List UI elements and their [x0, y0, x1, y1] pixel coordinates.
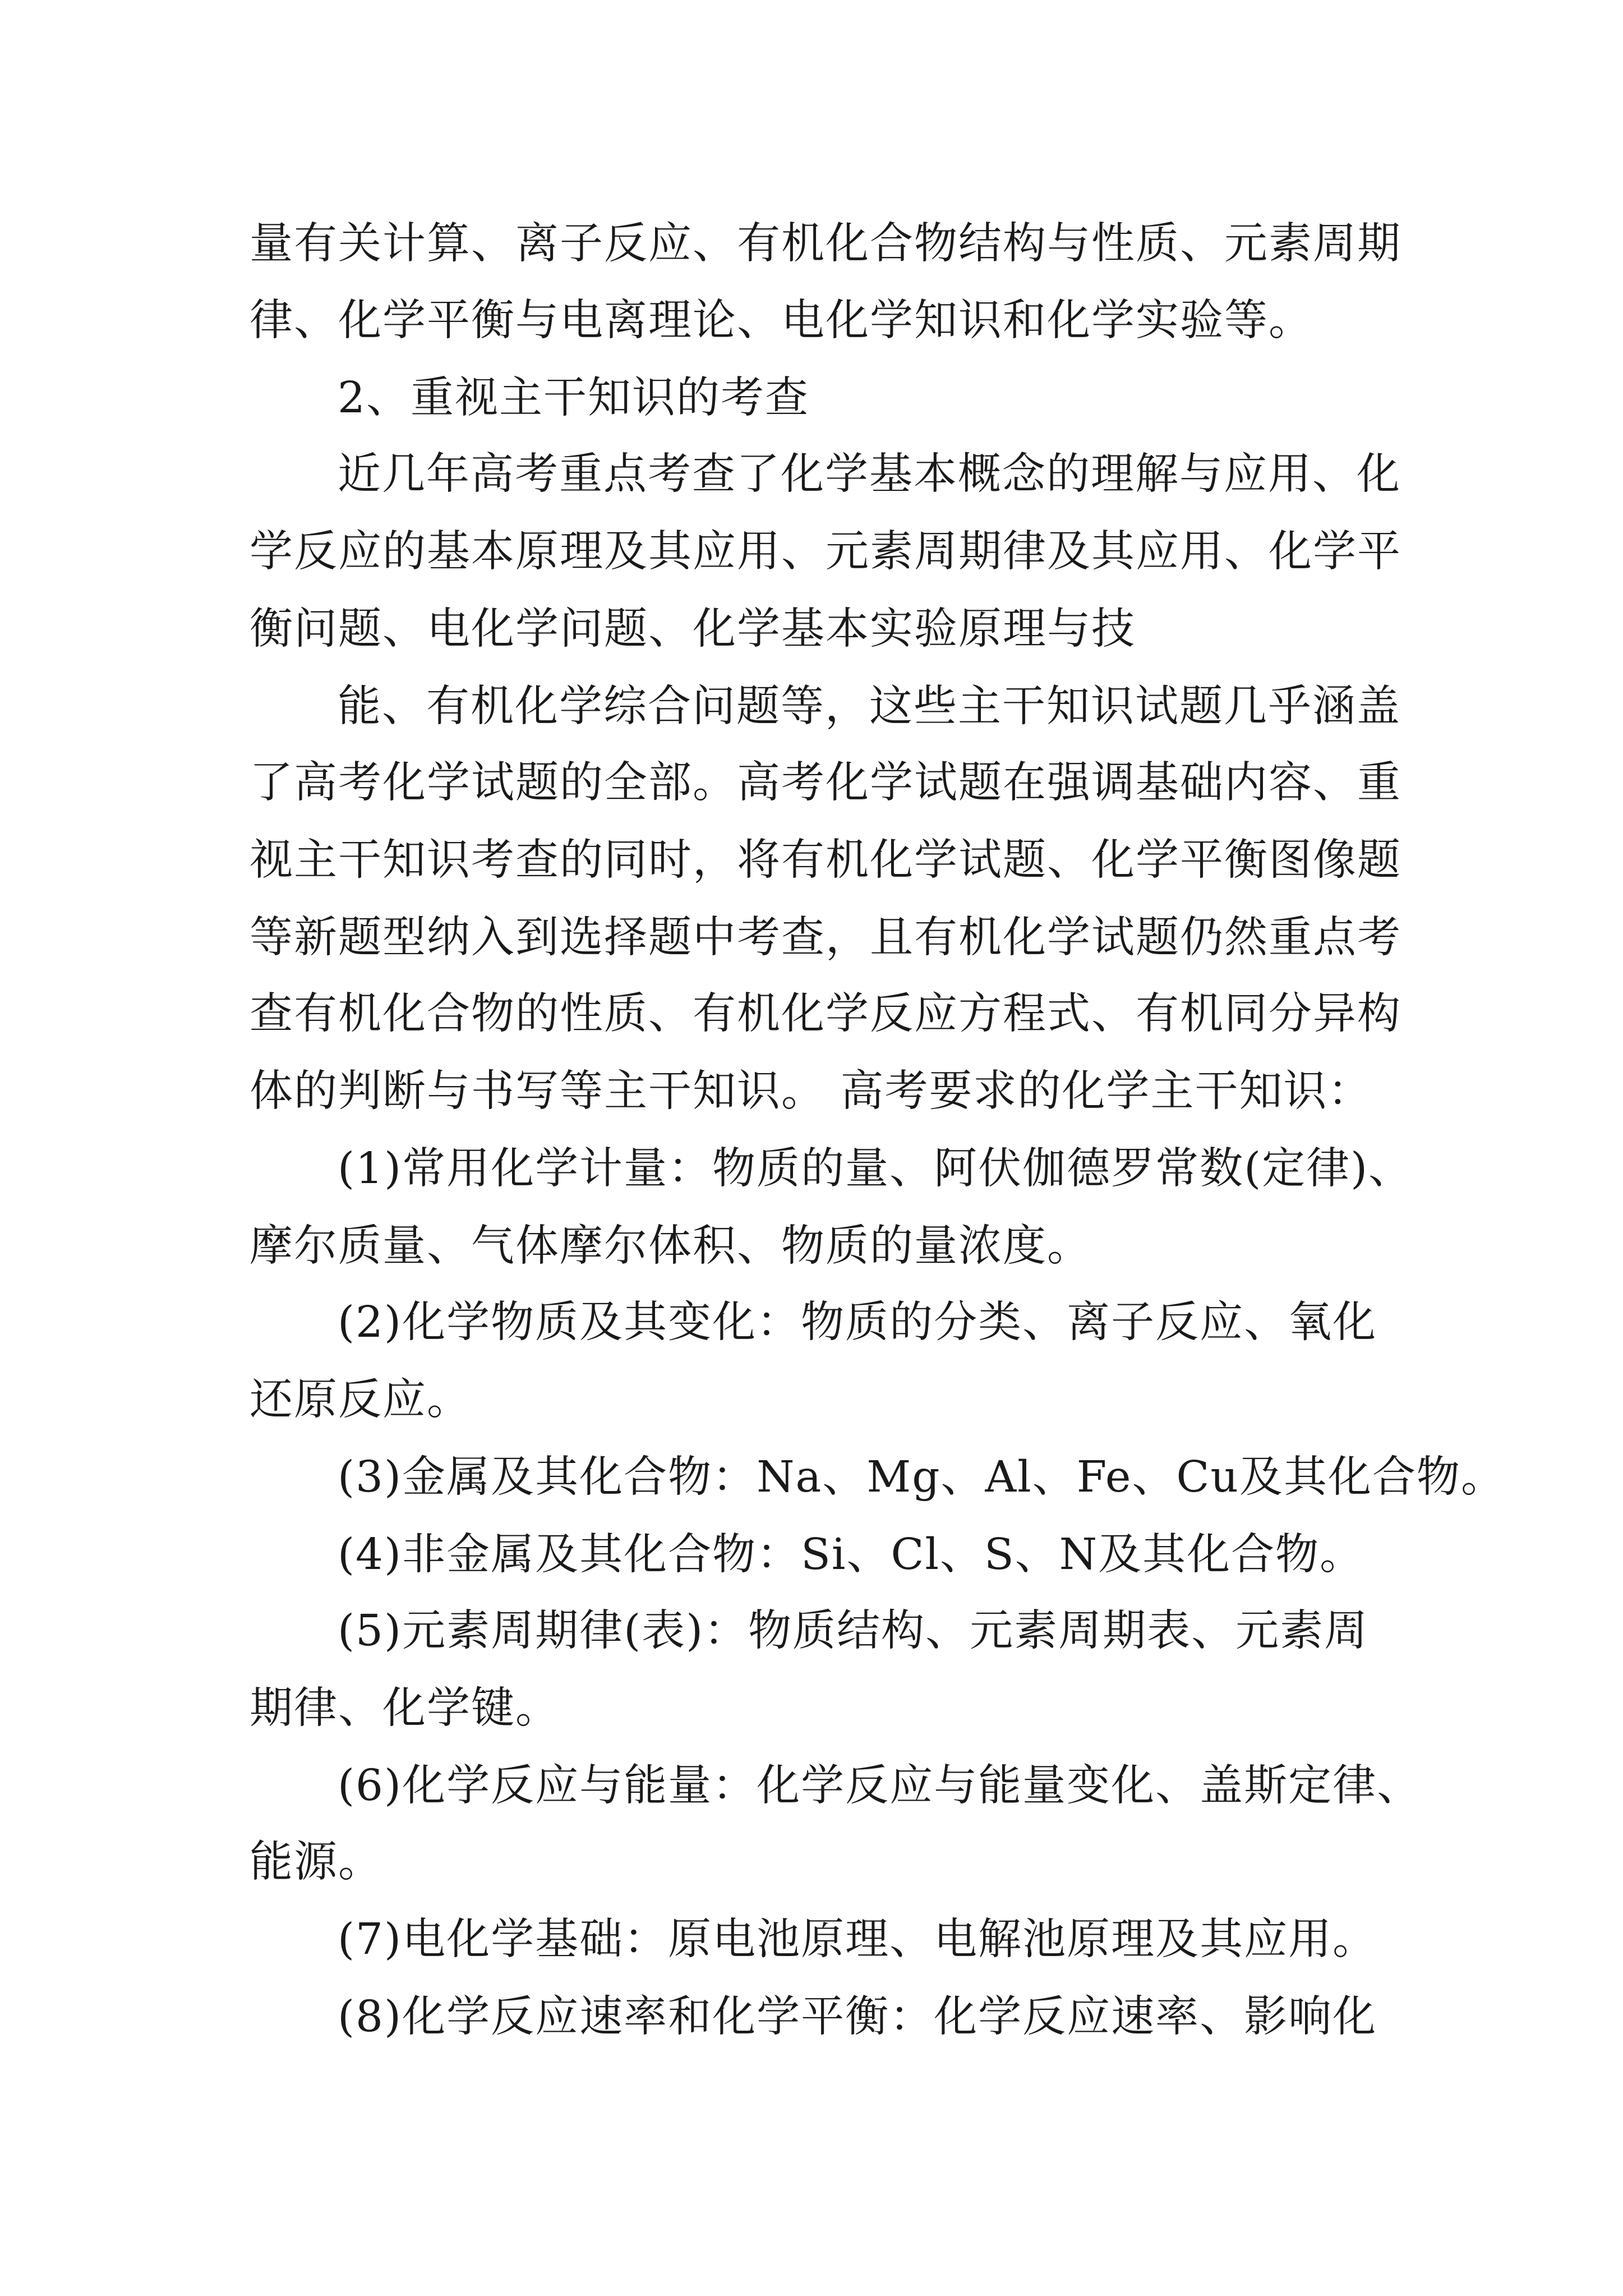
- text-line: 体的判断与书写等主干知识。 高考要求的化学主干知识：: [250, 1066, 1372, 1116]
- list-item: (3)金属及其化合物：Na、Mg、Al、Fe、Cu及其化合物。: [338, 1452, 1506, 1502]
- text-line: 能、有机化学综合问题等，这些主干知识试题几乎涵盖: [338, 682, 1401, 731]
- list-item: (1)常用化学计量：物质的量、阿伏伽德罗常数(定律)、: [338, 1144, 1413, 1194]
- text-line: 查有机化合物的性质、有机化学反应方程式、有机同分异构: [250, 989, 1401, 1039]
- list-item: (5)元素周期律(表)：物质结构、元素周期表、元素周: [338, 1606, 1369, 1656]
- text-line: 律、化学平衡与电离理论、电化学知识和化学实验等。: [250, 296, 1313, 346]
- text-line: 衡问题、电化学问题、化学基本实验原理与技: [250, 604, 1136, 654]
- list-item: (6)化学反应与能量：化学反应与能量变化、盖斯定律、: [338, 1761, 1422, 1811]
- list-item: (7)电化学基础：原电池原理、电解池原理及其应用。: [338, 1915, 1377, 1964]
- text-line: 了高考化学试题的全部。高考化学试题在强调基础内容、重: [250, 758, 1401, 808]
- text-line: 学反应的基本原理及其应用、元素周期律及其应用、化学平: [250, 527, 1401, 577]
- text-line: 等新题型纳入到选择题中考查，且有机化学试题仍然重点考: [250, 913, 1401, 963]
- text-line: 视主干知识考查的同时，将有机化学试题、化学平衡图像题: [250, 835, 1401, 885]
- section-heading: 2、重视主干知识的考查: [338, 373, 809, 423]
- text-line: 量有关计算、离子反应、有机化合物结构与性质、元素周期: [250, 219, 1401, 269]
- list-item: (4)非金属及其化合物：Si、Cl、S、N及其化合物。: [338, 1530, 1364, 1580]
- text-line: 摩尔质量、气体摩尔体积、物质的量浓度。: [250, 1221, 1091, 1271]
- text-line: 能源。: [250, 1837, 382, 1887]
- text-line: 近几年高考重点考查了化学基本概念的理解与应用、化: [338, 449, 1401, 499]
- list-item: (2)化学物质及其变化：物质的分类、离子反应、氧化: [338, 1297, 1377, 1347]
- list-item: (8)化学反应速率和化学平衡：化学反应速率、影响化: [338, 1992, 1377, 2042]
- text-line: 还原反应。: [250, 1375, 471, 1425]
- text-line: 期律、化学键。: [250, 1683, 560, 1733]
